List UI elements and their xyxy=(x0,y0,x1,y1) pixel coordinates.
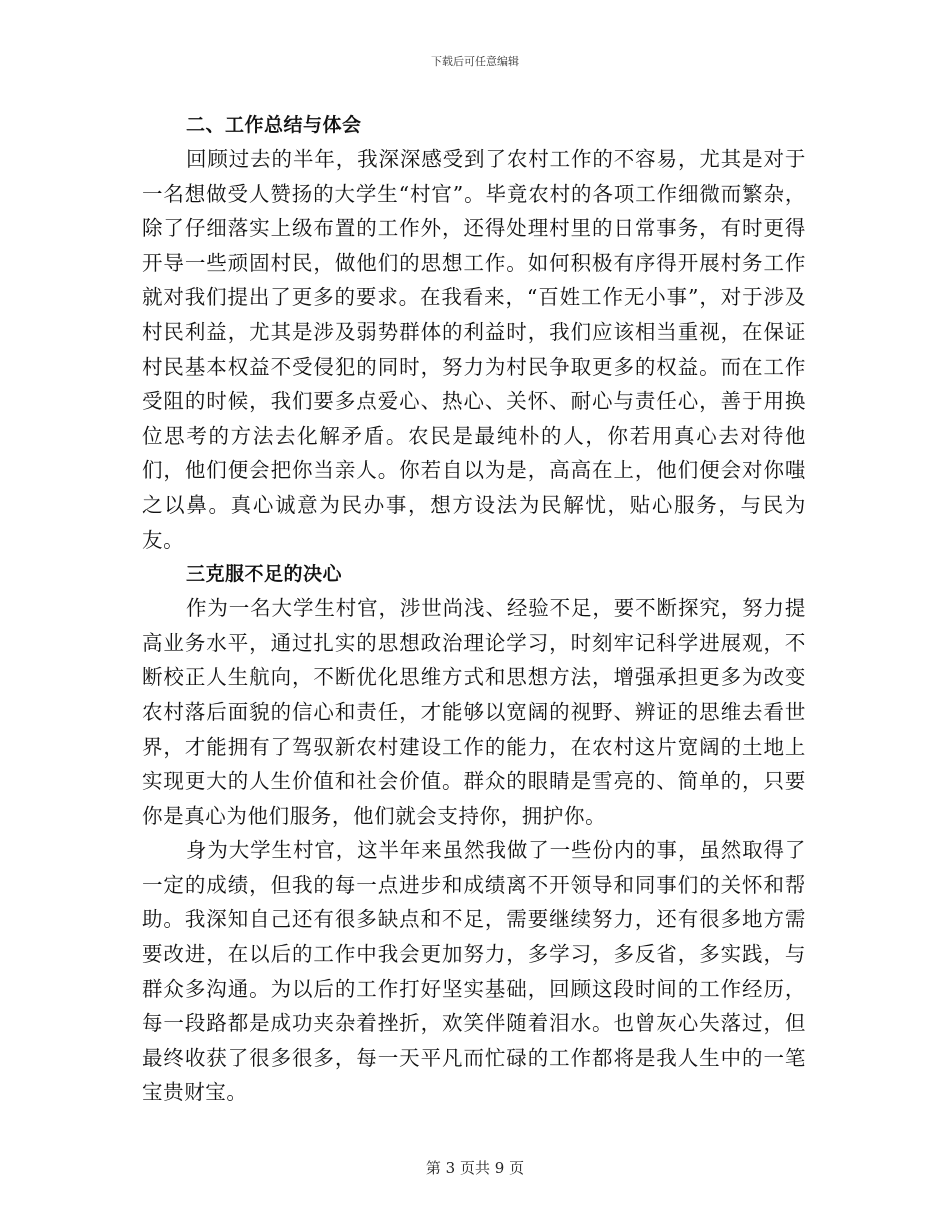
paragraph: 作为一名大学生村官，涉世尚浅、经验不足，要不断探究，努力提高业务水平，通过扎实的思想政治理论学习，时刻牢记科学进展观，不断校正人生航向，不断优化思维方式和思想方法，增强承担更多为改变农村落后面貌的信心和责任，才能够以宽阔的视野、辨证的思维去看世界，才能拥有了驾驭新农村建设工作的能力，在农村这片宽阔的土地上实现更大的人生价值和社会价值。群众的眼睛是雪亮的、简单的，只要你是真心为他们服务，他们就会支持你，拥护你。 xyxy=(142,596,806,828)
page-header: 下载后可任意编辑 xyxy=(431,55,519,68)
document-body xyxy=(142,108,806,1110)
section-heading: 三克服不足的决心 xyxy=(186,563,343,586)
page-number: 第 3 页共 9 页 xyxy=(425,1159,525,1177)
section-heading: 二、工作总结与体会 xyxy=(186,114,362,136)
paragraph: 身为大学生村官，这半年来虽然我做了一些份内的事，虽然取得了一定的成绩，但我的每一点进步和成绩离不开领导和同事们的关怀和帮助。我深知自己还有很多缺点和不足，需要继续努力，还有很多地方需要改进，在以后的工作中我会更加努力，多学习，多反省，多实践，与群众多沟通。为以后的工作打好坚实基础，回顾这段时间的工作经历，每一段路都是成功夹杂着挫折，欢笑伴随着泪水。也曾灰心失落过，但最终收获了很多很多，每一天平凡而忙碌的工作都将是我人生中的一笔宝贵财宝。 xyxy=(142,838,806,1105)
paragraph: 回顾过去的半年，我深深感受到了农村工作的不容易，尤其是对于一名想做受人赞扬的大学生“村官”。毕竟农村的各项工作细微而繁杂，除了仔细落实上级布置的工作外，还得处理村里的日常事务，有时更得开导一些顽固村民，做他们的思想工作。如何积极有序得开展村务工作就对我们提出了更多的要求。在我看来，“百姓工作无小事”，对于涉及村民利益，尤其是涉及弱势群体的利益时，我们应该相当重视，在保证村民基本权益不受侵犯的同时，努力为村民争取更多的权益。而在工作受阻的时候，我们要多点爱心、热心、关怀、耐心与责任心，善于用换位思考的方法去化解矛盾。农民是最纯朴的人，你若用真心去对待他们，他们便会把你当亲人。你若自以为是，高高在上，他们便会对你嗤之以鼻。真心诚意为民办事，想方设法为民解忧，贴心服务，与民为友。 xyxy=(142,147,806,552)
